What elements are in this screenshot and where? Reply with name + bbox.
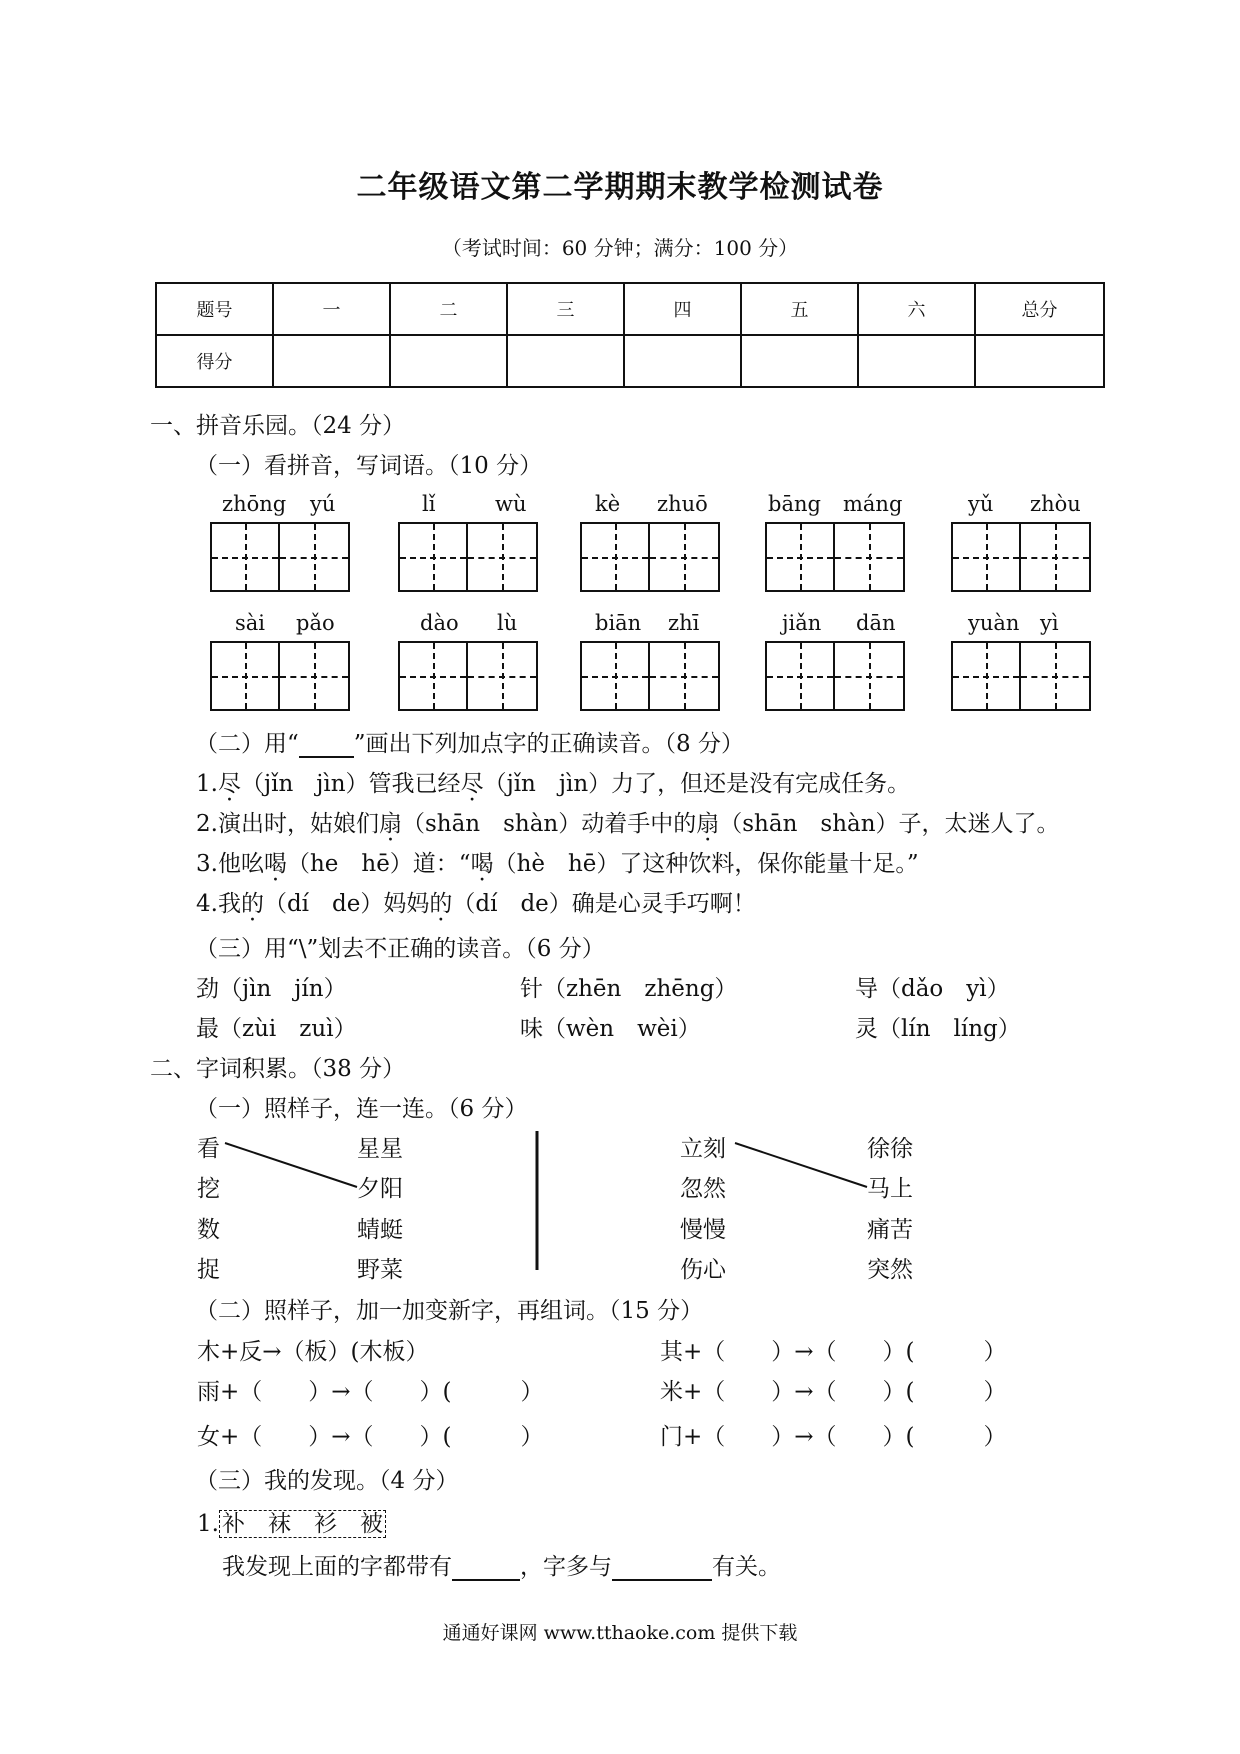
discovery-item: 1. 补 袜 衫 被 — [197, 1505, 386, 1538]
pronunciation-item: 灵（lín líng） — [855, 1016, 1021, 1042]
pinyin-label: zhòu — [1030, 492, 1081, 516]
question-line: 4.我的（dí de）妈妈的（dí de）确是心灵手巧啊！ — [196, 891, 756, 917]
question-line: 1.尽（jǐn jìn）管我已经尽（jǐn jìn）力了，但还是没有完成任务。 — [196, 771, 911, 797]
match-item: 野菜 — [357, 1257, 403, 1283]
match-item: 数 — [197, 1217, 220, 1243]
pinyin-label: lù — [497, 611, 518, 635]
section-2-part-2-title: （二）照样子，加一加变新字，再组词。（15 分） — [195, 1298, 704, 1324]
table-cell: 总分 — [975, 283, 1104, 335]
pinyin-label: zhuō — [657, 492, 708, 516]
pinyin-label: sài — [235, 611, 266, 635]
match-item: 突然 — [867, 1257, 913, 1283]
pinyin-label: dào — [420, 611, 459, 635]
pinyin-label: yuàn — [968, 611, 1020, 635]
section-1-title: 一、拼音乐园。（24 分） — [150, 413, 406, 439]
match-item: 慢慢 — [680, 1217, 726, 1243]
section-1-part-3-title: （三）用“\”划去不正确的读音。（6 分） — [195, 936, 605, 962]
pinyin-label: wù — [495, 492, 527, 516]
match-item: 马上 — [867, 1176, 913, 1202]
match-item: 痛苦 — [867, 1217, 913, 1243]
exam-info: （考试时间：60 分钟；满分：100 分） — [441, 236, 799, 260]
word-build-item: 女+（ ）→（ ）( ） — [197, 1424, 544, 1450]
table-cell: 六 — [858, 283, 975, 335]
example-item: 木+反→（板）(木板） — [197, 1339, 429, 1365]
word-build-item: 其+（ ）→（ ）( ） — [660, 1339, 1007, 1365]
pinyin-label: dān — [856, 611, 896, 635]
table-cell: 一 — [273, 283, 390, 335]
section-2-part-1-title: （一）照样子，连一连。（6 分） — [195, 1096, 528, 1122]
word-build-item: 米+（ ）→（ ）( ） — [660, 1379, 1007, 1405]
footer-credit: 通通好课网 www.tthaoke.com 提供下载 — [442, 1622, 798, 1644]
pinyin-label: pǎo — [296, 611, 335, 635]
pinyin-label: zhī — [668, 611, 700, 635]
pronunciation-item: 针（zhēn zhēng） — [520, 976, 738, 1002]
example-match-line — [225, 1143, 357, 1187]
table-cell: 四 — [624, 283, 741, 335]
question-line: 3.他吆喝（he hē）道：“喝（hè hē）了这种饮料，保你能量十足。” — [196, 851, 919, 877]
answer-blank[interactable] — [452, 1557, 520, 1581]
pinyin-label: kè — [595, 492, 621, 516]
example-match-line — [735, 1143, 867, 1187]
pinyin-label: jiǎn — [782, 611, 822, 635]
match-item: 星星 — [357, 1136, 403, 1162]
match-item: 夕阳 — [357, 1176, 403, 1202]
table-cell: 题号 — [156, 283, 273, 335]
match-item: 立刻 — [680, 1136, 726, 1162]
pronunciation-item: 导（dǎo yì） — [855, 976, 1010, 1002]
match-item: 蜻蜓 — [357, 1217, 403, 1243]
pinyin-label: lǐ — [422, 492, 436, 516]
word-build-item: 门+（ ）→（ ）( ） — [660, 1424, 1007, 1450]
word-build-item: 雨+（ ）→（ ）( ） — [197, 1379, 544, 1405]
section-2-part-3-title: （三）我的发现。（4 分） — [195, 1468, 459, 1494]
answer-blank[interactable] — [612, 1557, 712, 1581]
pronunciation-item: 劲（jìn jín） — [196, 976, 347, 1002]
page-title: 二年级语文第二学期期末教学检测试卷 — [356, 170, 884, 205]
pinyin-label: biān — [595, 611, 642, 635]
match-item: 看 — [197, 1136, 220, 1162]
pinyin-label: máng — [843, 492, 903, 516]
question-line: 2.演出时，姑娘们扇（shān shàn）动着手中的扇（shān shàn）子，太迷人了。 — [196, 811, 1060, 837]
pinyin-label: yǔ — [968, 492, 994, 516]
section-1-part-2-title: （二）用“ ”画出下列加点字的正确读音。（8 分） — [195, 731, 744, 757]
match-item: 捉 — [197, 1257, 220, 1283]
match-item: 徐徐 — [867, 1136, 913, 1162]
match-item: 忽然 — [680, 1176, 726, 1202]
section-2-title: 二、字词积累。（38 分） — [150, 1056, 406, 1082]
match-item: 挖 — [197, 1176, 220, 1202]
table-cell: 二 — [390, 283, 507, 335]
pinyin-label: bāng — [768, 492, 821, 516]
table-cell: 三 — [507, 283, 624, 335]
discovery-sentence: 我发现上面的字都带有 ，字多与 有关。 — [222, 1554, 781, 1580]
pronunciation-item: 味（wèn wèi） — [520, 1016, 701, 1042]
table-cell: 五 — [741, 283, 858, 335]
pronunciation-item: 最（zùi zuì） — [196, 1016, 357, 1042]
section-1-part-1-title: （一）看拼音，写词语。（10 分） — [195, 453, 543, 479]
char-group-box: 补 袜 衫 被 — [219, 1510, 386, 1538]
table-cell: 得分 — [156, 335, 273, 387]
pinyin-label: yì — [1040, 611, 1059, 635]
pinyin-label: zhōng — [222, 492, 287, 516]
match-item: 伤心 — [680, 1257, 726, 1283]
pinyin-label: yú — [310, 492, 336, 516]
